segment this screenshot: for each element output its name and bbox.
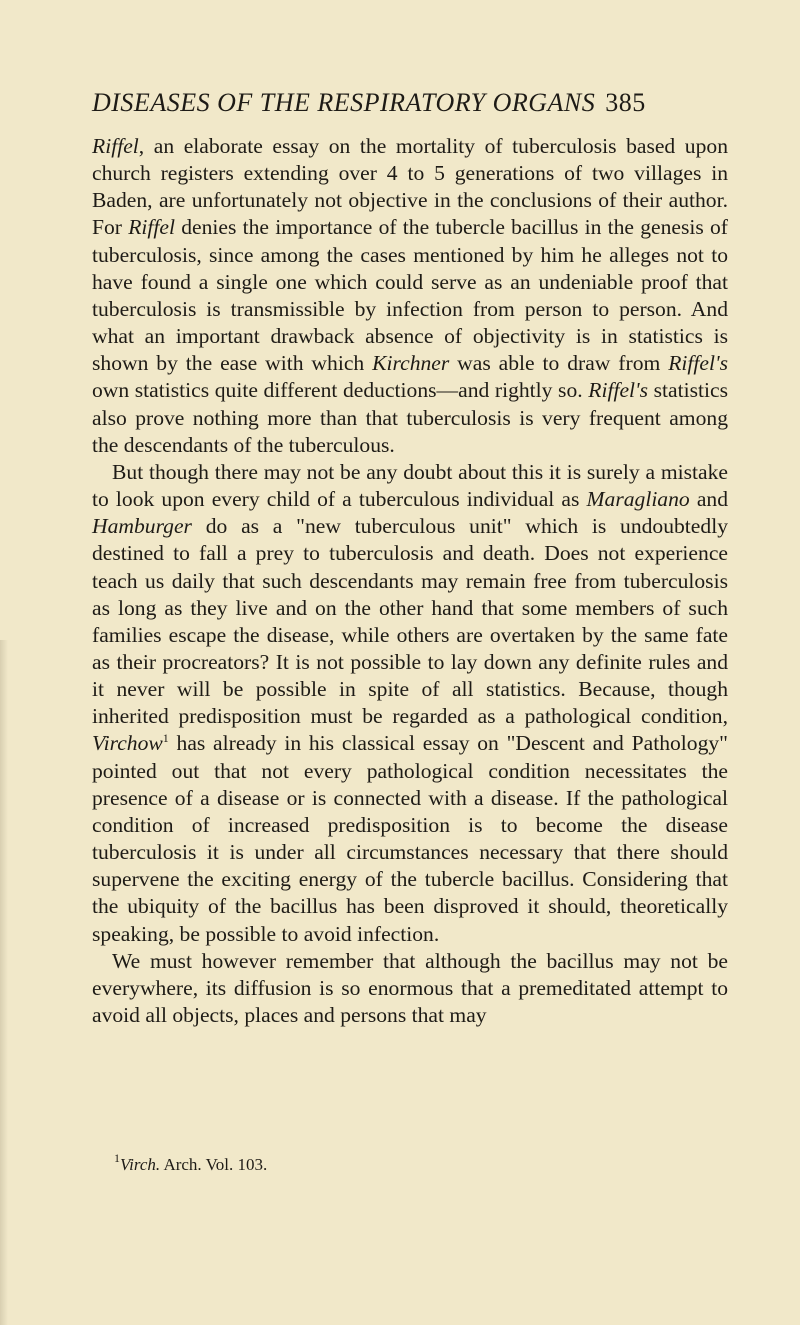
text-run: do as a "new tuberculous unit" which is undoubtedly destined to fall a prey to tuberculosis and death. Does not experience teach us daily that such descendants may remain free from tuberculosis as long as they live and on the other hand that some members of such families escape the disease, while others are overtaken by the same fate as their procreators? It is not possible to lay down any definite rules and it never will be possible in spite of all statistics. Because, though inherited predisposition must be regarded as a pathological condition, [92, 514, 728, 729]
paragraph-2 [92, 459, 728, 948]
footnote-reference: 1 [162, 731, 169, 746]
author-name: Kirchner [372, 351, 450, 376]
footnote [114, 1151, 268, 1176]
author-name: Riffel [128, 215, 176, 240]
author-name: Maragliano [586, 487, 690, 512]
running-title: DISEASES OF THE RESPIRATORY ORGANS [92, 88, 596, 117]
text-run: own statistics quite different deductions—and rightly so. [92, 378, 589, 403]
running-header [92, 88, 732, 118]
author-name: Hamburger [92, 514, 192, 539]
author-name: Virchow [92, 731, 163, 756]
text-run: has already in his classical essay on "Descent and Pathology" pointed out that not every pathological condition necessitates the presence of a disease or is connected with a disease. If the pathological condition of increased predisposition is to become the disease tuberculosis it is under all circumstances necessary that there should supervene the exciting energy of the tubercle bacillus. Considering that the ubiquity of the bacillus has been disproved it should, theoretically speaking, be possible to avoid infection. [92, 731, 728, 946]
body-text [92, 133, 728, 1029]
text-run: and [689, 487, 728, 512]
footnote-mark: 1 [114, 1151, 120, 1165]
text-run: statistics also prove nothing more than that tuberculosis is very frequent among the descendants of the tuberculous. [92, 378, 729, 457]
author-name: Riffel's [668, 351, 728, 376]
footnote-source: Virch. [120, 1155, 161, 1174]
paragraph-3 [92, 948, 728, 1029]
footnote-text: Arch. Vol. 103. [160, 1155, 268, 1174]
page-number: 385 [605, 88, 646, 117]
author-name: Riffel [92, 134, 139, 158]
text-run: But though there may not be any doubt about this it is surely a mistake to look upon every child of a tuberculous individual as [92, 459, 728, 512]
paragraph-1 [92, 133, 728, 459]
text-run: , an elaborate essay on the mortality of tuberculosis based upon church registers extending over 4 to 5 generations of two villages in Baden, are unfortunately not objective in the conclusions of their author. For [92, 134, 728, 240]
text-run: denies the importance of the tubercle bacillus in the genesis of tuberculosis, since among the cases mentioned by him he alleges not to have found a single one which could serve as an undeniable proof that tuberculosis is transmissible by infection from person to person. And what an important drawback absence of objectivity is in statistics is shown by the ease with which [92, 215, 728, 376]
page-edge-shadow [0, 640, 8, 1325]
author-name: Riffel's [588, 378, 649, 403]
text-run: We must however remember that although the bacillus may not be everywhere, its diffusion is so enormous that a premeditated attempt to avoid all objects, places and persons that may [92, 948, 728, 1027]
text-run: was able to draw from [449, 351, 669, 376]
